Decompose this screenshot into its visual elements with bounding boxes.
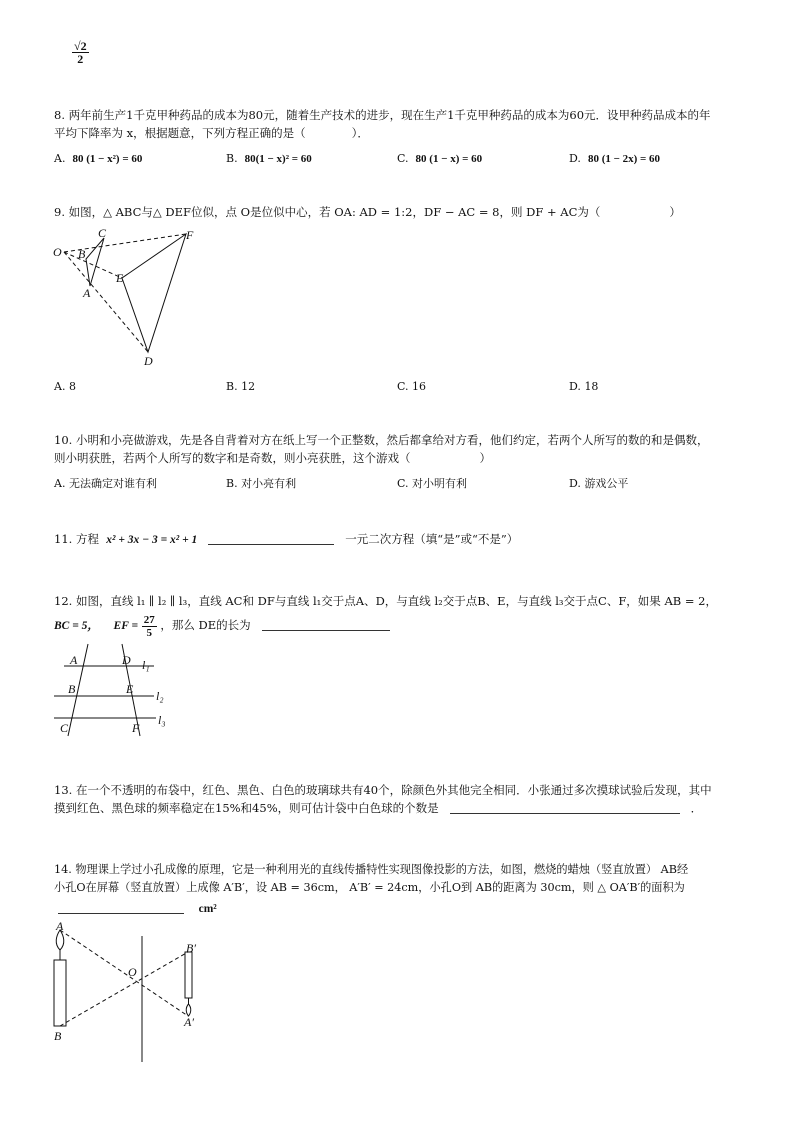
q10-option-d[interactable]: D. 游戏公平 xyxy=(569,477,629,490)
q9-label-c: C xyxy=(98,228,107,240)
q10-option-b[interactable]: B. 对小亮有利 xyxy=(226,477,297,490)
q9-label-d: D xyxy=(144,354,153,368)
q8-option-a-expr: 80 (1 − x²) = 60 xyxy=(72,153,143,165)
q12-stem-line2 xyxy=(54,612,390,639)
q12-label-e: E xyxy=(126,682,134,696)
q12-bc: BC = 5， xyxy=(54,620,99,632)
fraction-numerator: √2 xyxy=(74,39,87,53)
q13-answer-blank[interactable] xyxy=(450,801,680,814)
q8-stem-line2: 平均下降率为 x，根据题意，下列方程正确的是（ ）． xyxy=(54,126,369,140)
q8-option-d[interactable]: D. 80 (1 − 2x) = 60 xyxy=(569,152,661,165)
q11-answer-blank[interactable] xyxy=(208,532,334,545)
q12-answer-blank[interactable] xyxy=(262,618,390,631)
fraction-denominator: 2 xyxy=(77,52,84,66)
q12-tail: ，那么 DE的长为 xyxy=(160,618,251,632)
q12-label-l3: l₃ xyxy=(158,713,166,727)
q8-option-b[interactable]: B. 80(1 − x)² = 60 xyxy=(226,152,312,165)
q14-label-b: B xyxy=(54,1029,62,1043)
q12-ef-fraction: $\frac{27}{5}$ xyxy=(143,613,155,639)
q8-stem-line1: 8. 两年前生产1千克甲种药品的成本为80元，随着生产技术的进步，现在生产1千克甲种药品的成本为60元．设甲种药品成本的年 xyxy=(54,108,711,122)
q13-stem-line2: 摸到红色、黑色球的频率稳定在15%和45%，则可估计袋中白色球的个数是 ． xyxy=(54,801,703,815)
q14-stem-line1: 14. 物理课上学过小孔成像的原理，它是一种利用光的直线传播特性实现图像投影的方法，如图，燃烧的蜡烛（竖直放置） AB经 xyxy=(54,863,689,876)
q8-option-c-expr: 80 (1 − x) = 60 xyxy=(415,153,483,165)
q11-prefix: 11. 方程 xyxy=(54,532,99,546)
q8-option-d-expr: 80 (1 − 2x) = 60 xyxy=(587,153,661,165)
q12-label-l1: l₁ xyxy=(142,658,150,672)
q14-label-o: O xyxy=(128,965,137,979)
q10-stem-line1: 10. 小明和小亮做游戏，先是各自背着对方在纸上写一个正整数，然后都拿给对方看，他们约定，若两个人所写的数的和是偶数， xyxy=(54,433,709,447)
q14-pinhole-figure xyxy=(48,920,218,1065)
top-fraction xyxy=(72,40,89,65)
q8-option-a[interactable]: A. 80 (1 − x²) = 60 xyxy=(54,152,143,165)
q9-label-o: O xyxy=(53,245,62,259)
q11-equation: x² + 3x − 3 = x² + 1 xyxy=(106,534,198,546)
q11-suffix: 一元二次方程（填“是”或“不是”） xyxy=(345,532,519,546)
q12-parallel-lines-figure xyxy=(50,642,180,738)
q10-stem-line2: 则小明获胜，若两个人所写的数字和是奇数，则小亮获胜，这个游戏（ ） xyxy=(54,451,491,465)
q9-label-f: F xyxy=(186,228,194,242)
q8-option-c[interactable]: C. 80 (1 − x) = 60 xyxy=(397,152,483,165)
q12-stem-line1: 12. 如图，直线 l₁ ∥ l₂ ∥ l₃，直线 AC和 DF与直线 l₁交于点A、D，与直线 l₂交于点B、E，与直线 l₃交于点C、F，如果 AB = 2， xyxy=(54,594,717,608)
q9-option-b[interactable]: B. 12 xyxy=(226,380,256,393)
q14-answer-blank[interactable] xyxy=(58,901,184,914)
q11-line xyxy=(54,531,518,548)
q9-label-b: B xyxy=(78,247,86,261)
q9-option-d[interactable]: D. 18 xyxy=(569,380,599,393)
q14-label-b-prime: B′ xyxy=(186,941,196,955)
q9-stem: 9. 如图，△ ABC与△ DEF位似，点 O是位似中心，若 OA: AD = 1:2，DF − AC = 8，则 DF + AC为（ ） xyxy=(54,205,681,219)
q14-stem-line2: 小孔O在屏幕（竖直放置）上成像 A′B′，设 AB = 36cm， A′B′ = 24cm，小孔O到 AB的距离为 30cm，则 △ OA′B′的面积为 xyxy=(54,881,685,894)
q14-label-a-prime: A′ xyxy=(184,1015,194,1029)
q12-ef-prefix: EF = xyxy=(113,620,139,632)
q12-label-l2: l₂ xyxy=(156,689,164,703)
q9-option-a[interactable]: A. 8 xyxy=(54,380,76,393)
q9-homothety-figure xyxy=(50,228,210,370)
q12-label-f: F xyxy=(132,721,140,735)
q14-label-a: A xyxy=(56,920,64,933)
q9-option-c[interactable]: C. 16 xyxy=(397,380,427,393)
q12-label-a: A xyxy=(70,653,78,667)
q10-option-c[interactable]: C. 对小明有利 xyxy=(397,477,468,490)
q14-answer-line xyxy=(58,900,217,917)
q14-unit: cm² xyxy=(198,903,217,915)
q13-stem-line1: 13. 在一个不透明的布袋中，红色、黑色、白色的玻璃球共有40个，除颜色外其他完全相同．小张通过多次摸球试验后发现，其中 xyxy=(54,783,712,797)
q8-option-b-expr: 80(1 − x)² = 60 xyxy=(244,153,312,165)
q12-label-c: C xyxy=(60,721,69,735)
q10-option-a[interactable]: A. 无法确定对谁有利 xyxy=(54,477,157,490)
q9-label-a: A xyxy=(83,286,91,300)
q12-label-b: B xyxy=(68,682,76,696)
q12-label-d: D xyxy=(122,653,131,667)
q9-label-e: E xyxy=(116,271,124,285)
